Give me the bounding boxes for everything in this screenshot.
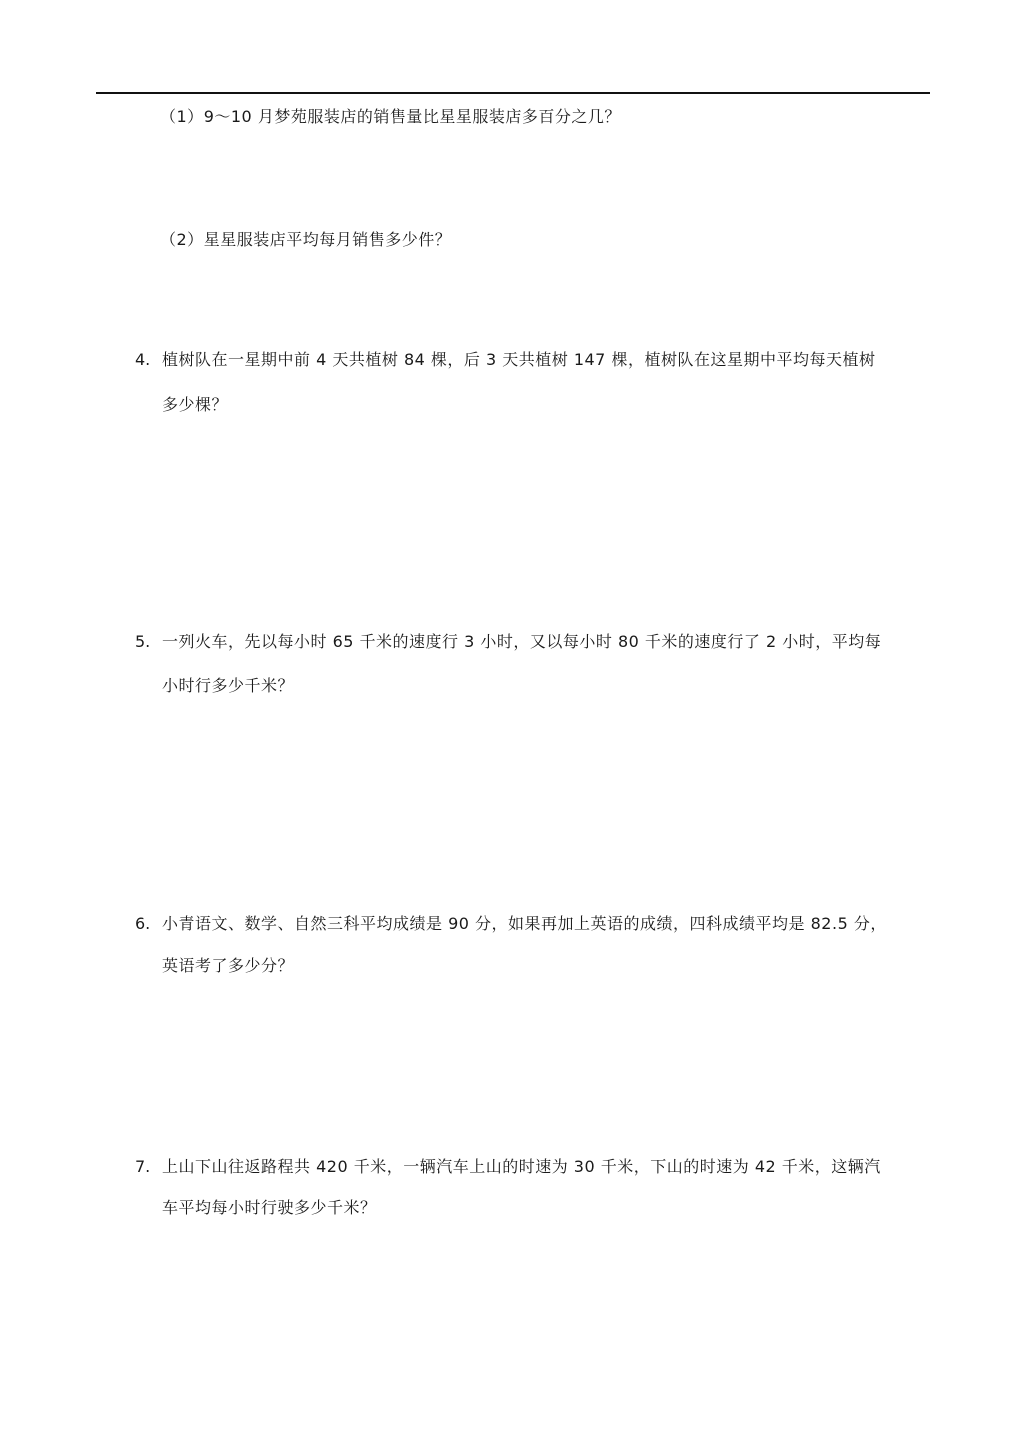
question-4-line-1: 植树队在一星期中前 4 天共植树 84 棵，后 3 天共植树 147 棵，植树队在这星期中平均每天植树 bbox=[162, 350, 876, 369]
question-5-line-1: 一列火车，先以每小时 65 千米的速度行 3 小时，又以每小时 80 千米的速度行了 2 小时，平均每 bbox=[162, 632, 882, 651]
sub-question-2-text: 星星服装店平均每月销售多少件？ bbox=[203, 230, 452, 249]
question-4-line-2: 多少棵？ bbox=[162, 395, 229, 414]
question-6-line-1: 小青语文、数学、自然三科平均成绩是 90 分，如果再加上英语的成绩，四科成绩平均是 82.5 分， bbox=[162, 914, 887, 933]
sub-question-2-label: （2） bbox=[160, 230, 204, 249]
question-4-number: 4. bbox=[135, 350, 151, 369]
question-5-number: 5. bbox=[135, 632, 151, 651]
question-7-number: 7. bbox=[135, 1157, 151, 1176]
sub-question-1-label: （1） bbox=[160, 107, 204, 126]
header-rule bbox=[96, 92, 930, 94]
question-6-number: 6. bbox=[135, 914, 151, 933]
sub-question-1-text: 9～10 月梦苑服装店的销售量比星星服装店多百分之几？ bbox=[203, 107, 621, 126]
sub-question-1 bbox=[160, 106, 621, 128]
sub-question-2 bbox=[160, 229, 451, 251]
question-7-line-1: 上山下山往返路程共 420 千米，一辆汽车上山的时速为 30 千米，下山的时速为 42 千米，这辆汽 bbox=[162, 1157, 881, 1176]
question-7-line-2: 车平均每小时行驶多少千米？ bbox=[162, 1198, 377, 1217]
question-6-line-2: 英语考了多少分？ bbox=[162, 956, 295, 975]
question-5-line-2: 小时行多少千米？ bbox=[162, 676, 295, 695]
